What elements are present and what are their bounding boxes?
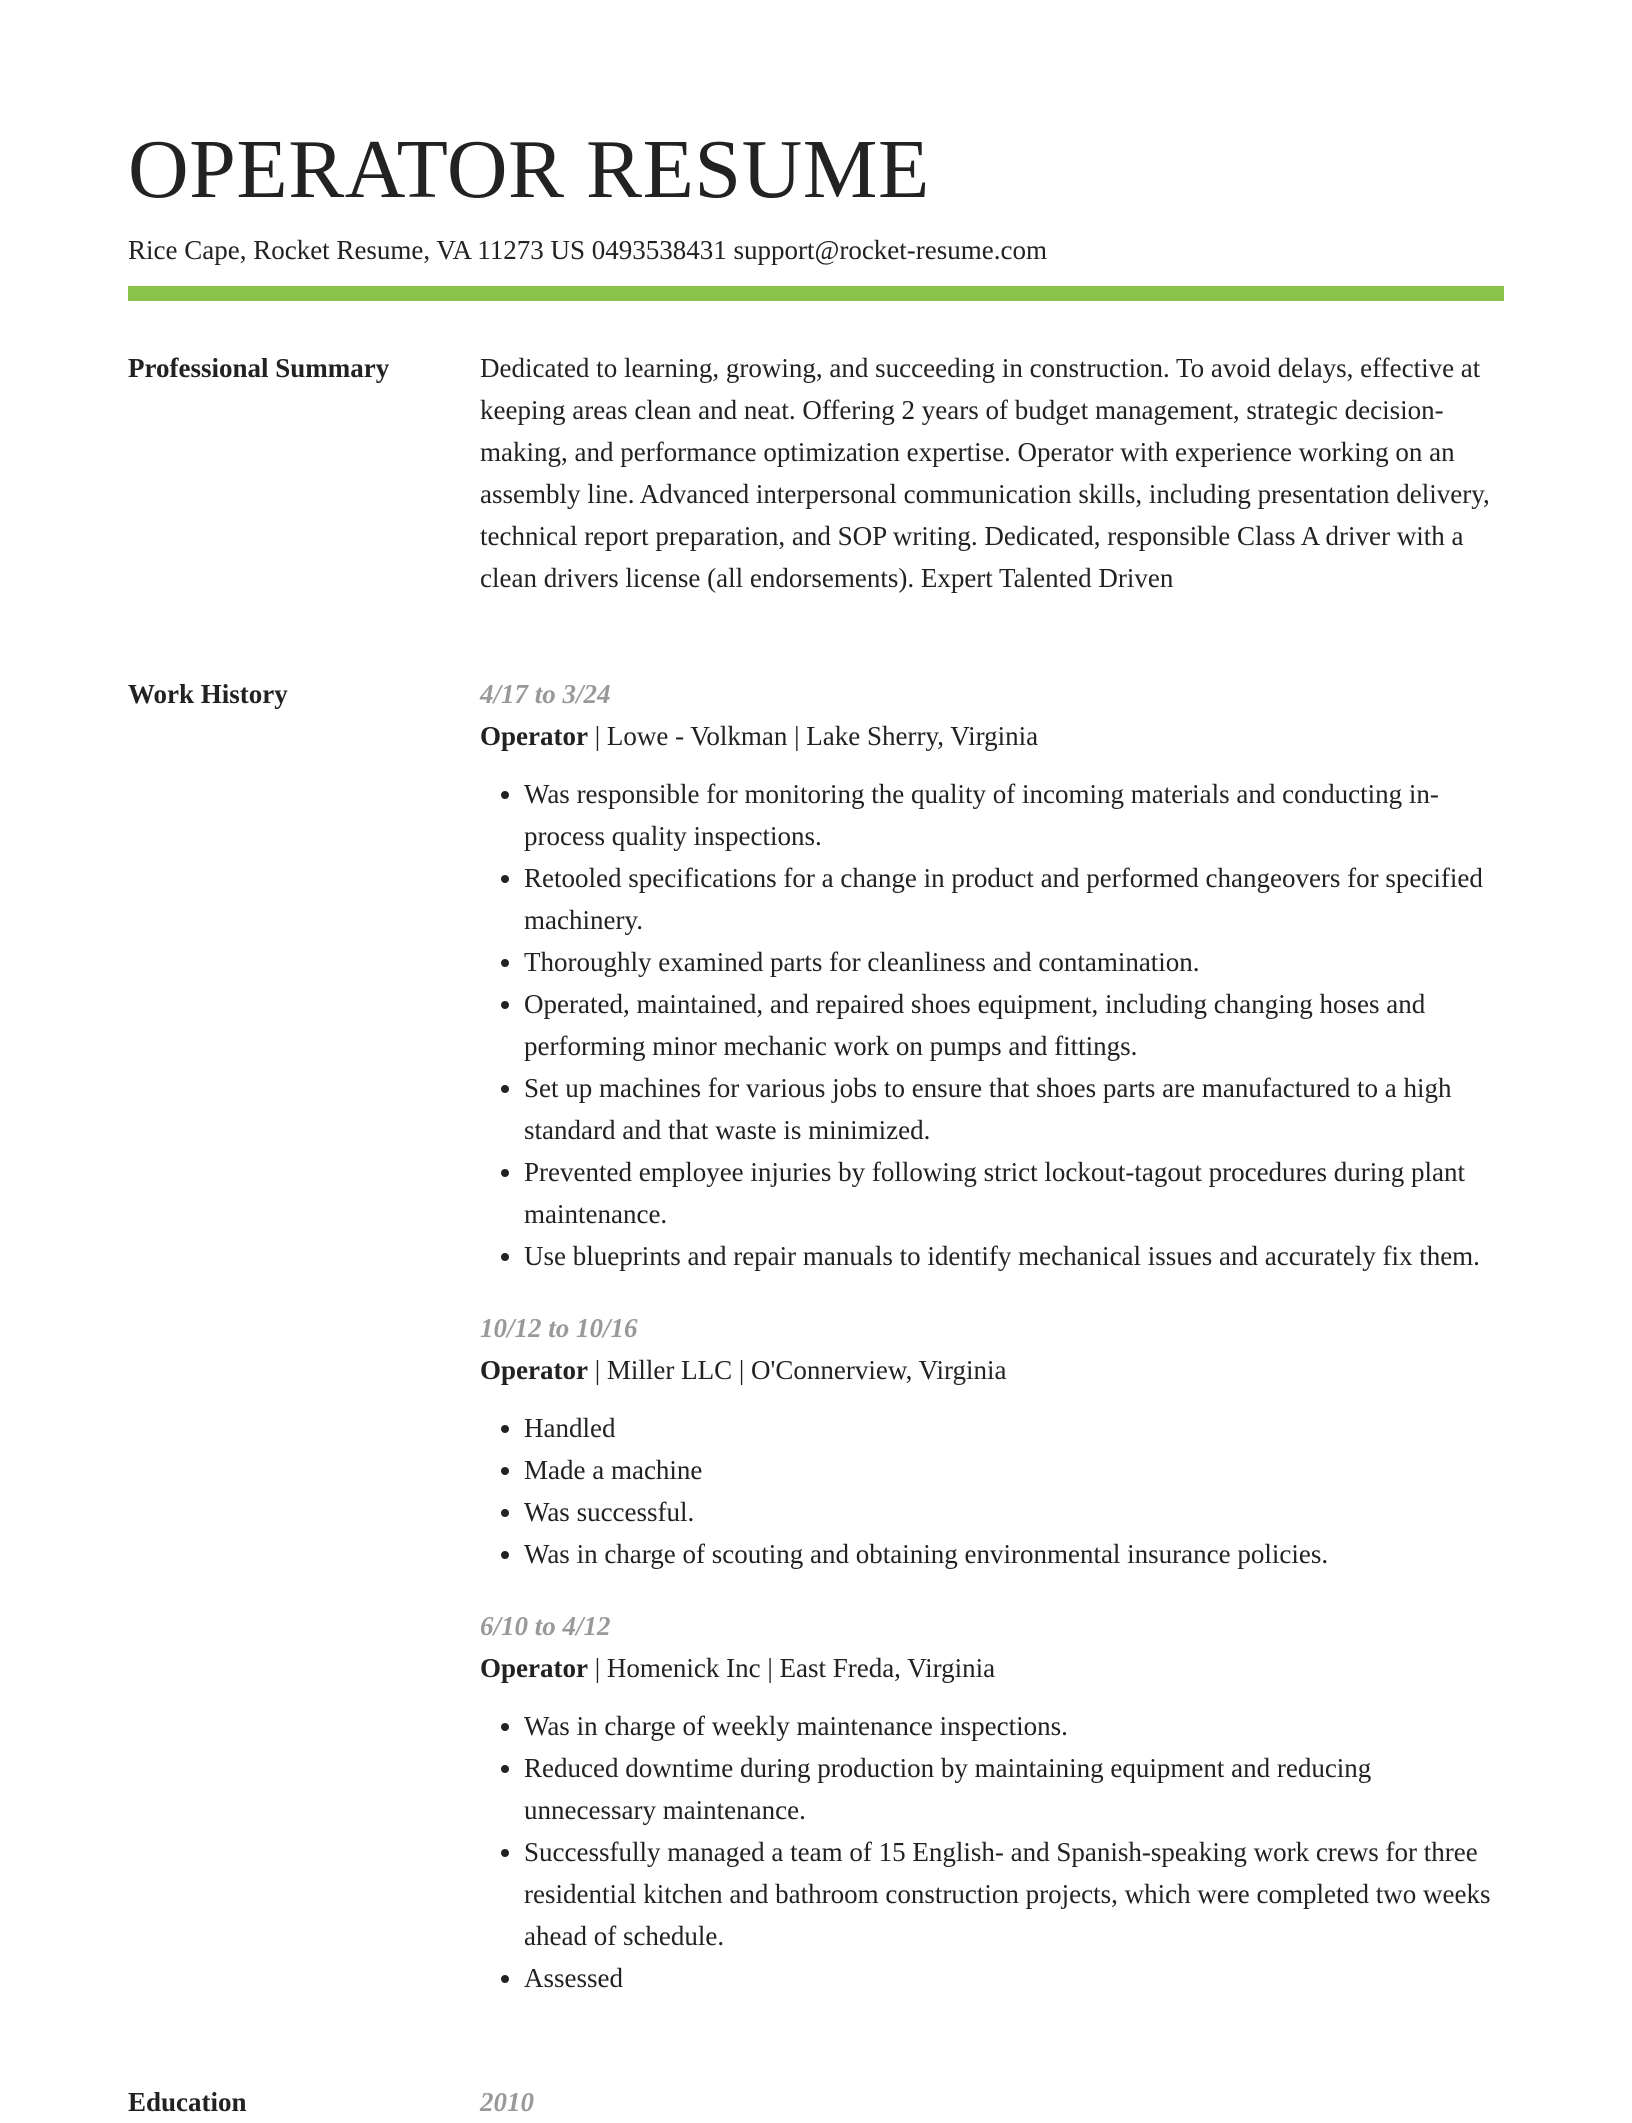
education-label: Education [128, 2087, 247, 2117]
work-history-body [480, 673, 1504, 2029]
job-entry [480, 1605, 1504, 1999]
job-bullet: • Retooled specifications for a change in product and performed changeovers for specified machinery. [524, 857, 1504, 941]
job-bullets [480, 1705, 1504, 1999]
job-bullet: • Was responsible for monitoring the quality of incoming materials and conducting in-process quality inspections. [524, 773, 1504, 857]
job-title: Operator [480, 721, 588, 751]
job-title: Operator [480, 1355, 588, 1385]
job-bullet: • Use blueprints and repair manuals to identify mechanical issues and accurately fix them. [524, 1235, 1504, 1277]
job-bullet: • Handled [524, 1407, 1504, 1449]
job-bullet: • Was in charge of weekly maintenance inspections. [524, 1705, 1504, 1747]
job-bullet: • Operated, maintained, and repaired shoes equipment, including changing hoses and performing minor mechanic work on pumps and fittings. [524, 983, 1504, 1067]
work-history-label: Work History [128, 679, 288, 709]
summary-label: Professional Summary [128, 353, 390, 383]
job-heading [480, 1647, 1504, 1689]
job-bullet: • Successfully managed a team of 15 English- and Spanish-speaking work crews for three residential kitchen and bathroom construction projects, which were completed two weeks ahead of schedule. [524, 1831, 1504, 1957]
summary-text: Dedicated to learning, growing, and succeeding in construction. To avoid delays, effective at keeping areas clean and neat. Offering 2 years of budget management, strategic decision-making, and performance optimization expertise. Operator with experience working on an assembly line. Advanced interpersonal communication skills, including presentation delivery, technical report preparation, and SOP writing. Dedicated, responsible Class A driver with a clean drivers license (all endorsements). Expert Talented Driven [480, 353, 1490, 593]
job-bullet: • Was in charge of scouting and obtaining environmental insurance policies. [524, 1533, 1504, 1575]
job-bullet: • Reduced downtime during production by maintaining equipment and reducing unnecessary maintenance. [524, 1747, 1504, 1831]
job-bullet: • Assessed [524, 1957, 1504, 1999]
job-bullets [480, 773, 1504, 1277]
contact-line: Rice Cape, Rocket Resume, VA 11273 US 0493538431 support@rocket-resume.com [128, 235, 1047, 265]
job-dates: 6/10 to 4/12 [480, 1611, 611, 1641]
job-details: | Miller LLC | O'Connerview, Virginia [587, 1355, 1007, 1385]
job-title: Operator [480, 1653, 588, 1683]
job-bullet: • Made a machine [524, 1449, 1504, 1491]
education-dates: 2010 [480, 2087, 534, 2117]
summary-body [480, 347, 1504, 599]
job-dates: 10/12 to 10/16 [480, 1313, 638, 1343]
job-bullet: • Set up machines for various jobs to ensure that shoes parts are manufactured to a high standard and that waste is minimized. [524, 1067, 1504, 1151]
education-body [480, 2081, 1504, 2123]
job-entry [480, 673, 1504, 1277]
job-bullet: • Thoroughly examined parts for cleanliness and contamination. [524, 941, 1504, 983]
resume-title: OPERATOR RESUME [128, 123, 930, 216]
job-bullet: • Prevented employee injuries by following strict lockout-tagout procedures during plant maintenance. [524, 1151, 1504, 1235]
job-bullet: • Was successful. [524, 1491, 1504, 1533]
job-details: | Lowe - Volkman | Lake Sherry, Virginia [587, 721, 1039, 751]
job-heading [480, 1349, 1504, 1391]
job-heading [480, 715, 1504, 757]
job-details: | Homenick Inc | East Freda, Virginia [587, 1653, 996, 1683]
job-bullets [480, 1407, 1504, 1575]
accent-divider [128, 286, 1504, 301]
job-dates: 4/17 to 3/24 [480, 679, 611, 709]
job-entry [480, 1307, 1504, 1575]
